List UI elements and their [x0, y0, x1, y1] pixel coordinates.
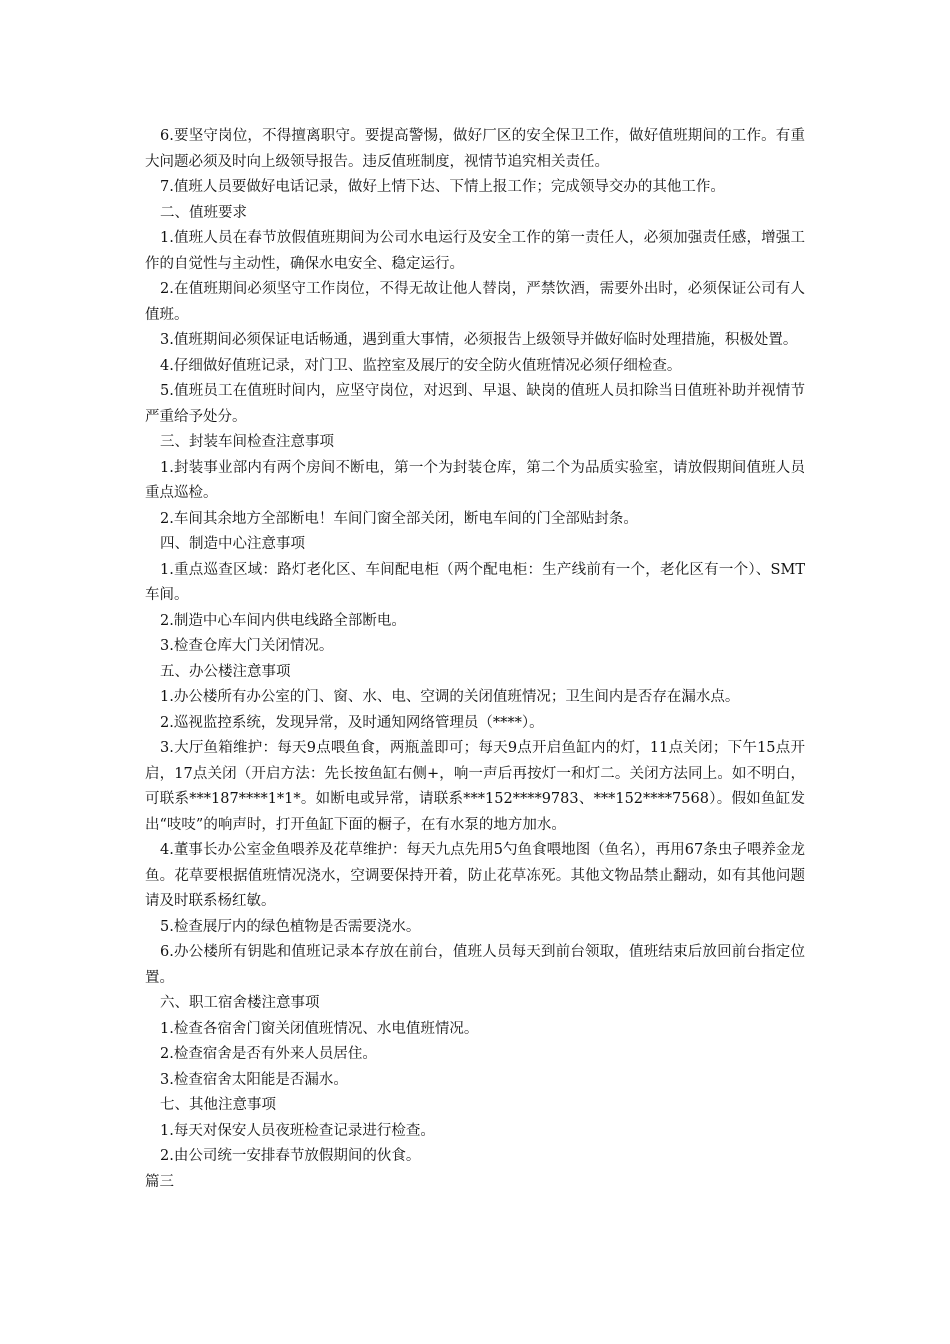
paragraph: 5.值班员工在值班时间内，应坚守岗位，对迟到、早退、缺岗的值班人员扣除当日值班补助并视情节严重给予处分。: [145, 383, 805, 425]
paragraph: 3.大厅鱼箱维护：每天9点喂鱼食，两瓶盖即可；每天9点开启鱼缸内的灯，11点关闭；下午15点开启，17点关闭（开启方法：先长按鱼缸右侧+，响一声后再按灯一和灯二。关闭方法同上。如不明白，可联系***187****1*1*。如断电或异常，请联系***152****9783、***152****7568）。假如鱼缸发出“吱吱”的响声时，打开鱼缸下面的橱子，在有水泵的地方加水。: [145, 740, 805, 833]
section-heading: 四、制造中心注意事项: [160, 536, 305, 552]
paragraph: 1.重点巡查区域：路灯老化区、车间配电柜（两个配电柜：生产线前有一个，老化区有一个）、SMT车间。: [145, 561, 805, 603]
section-heading: 六、职工宿舍楼注意事项: [160, 995, 320, 1011]
paragraph: 2.巡视监控系统，发现异常，及时通知网络管理员（****）。: [160, 714, 544, 731]
paragraph: 2.在值班期间必须坚守工作岗位，不得无故让他人替岗，严禁饮酒，需要外出时，必须保证公司有人值班。: [145, 281, 805, 323]
paragraph: 1.封装事业部内有两个房间不断电，第一个为封装仓库，第二个为品质实验室，请放假期间值班人员重点巡检。: [145, 459, 805, 501]
paragraph: 7.值班人员要做好电话记录，做好上情下达、下情上报工作；完成领导交办的其他工作。: [160, 179, 725, 195]
section-heading: 五、办公楼注意事项: [160, 663, 291, 680]
paragraph: 1.每天对保安人员夜班检查记录进行检查。: [160, 1122, 435, 1139]
paragraph: 5.检查展厅内的绿色植物是否需要浇水。: [160, 918, 421, 935]
paragraph: 1.办公楼所有办公室的门、窗、水、电、空调的关闭值班情况；卫生间内是否存在漏水点。: [160, 689, 740, 705]
paragraph: 2.检查宿舍是否有外来人员居住。: [160, 1046, 377, 1062]
document-body: [145, 124, 805, 1195]
paragraph: 4.董事长办公室金鱼喂养及花草维护：每天九点先用5勺鱼食喂地图（鱼名），再用67条虫子喂养金龙鱼。花草要根据值班情况浇水，空调要保持开着，防止花草冻死。其他文物品禁止翻动，如有其他问题请及时联系杨红敏。: [145, 842, 805, 909]
paragraph: 4.仔细做好值班记录，对门卫、监控室及展厅的安全防火值班情况必须仔细检查。: [160, 357, 682, 374]
paragraph: 1.值班人员在春节放假值班期间为公司水电运行及安全工作的第一责任人，必须加强责任感，增强工作的自觉性与主动性，确保水电安全、稳定运行。: [145, 230, 805, 272]
paragraph: 6.办公楼所有钥匙和值班记录本存放在前台，值班人员每天到前台领取，值班结束后放回前台指定位置。: [145, 944, 805, 986]
paragraph: 6.要坚守岗位，不得擅离职守。要提高警惕，做好厂区的安全保卫工作，做好值班期间的工作。有重大问题必须及时向上级领导报告。违反值班制度，视情节追究相关责任。: [145, 128, 805, 170]
paragraph: 2.由公司统一安排春节放假期间的伙食。: [160, 1148, 421, 1164]
paragraph: 3.检查宿舍太阳能是否漏水。: [160, 1071, 348, 1088]
paragraph: 3.检查仓库大门关闭情况。: [160, 638, 334, 654]
paragraph: 2.制造中心车间内供电线路全部断电。: [160, 612, 406, 629]
paragraph: 3.值班期间必须保证电话畅通，遇到重大事情，必须报告上级领导并做好临时处理措施，积极处置。: [160, 332, 798, 348]
paragraph: 2.车间其余地方全部断电！车间门窗全部关闭，断电车间的门全部贴封条。: [160, 510, 638, 527]
next-part-label: 篇三: [145, 1173, 174, 1190]
paragraph: 1.检查各宿舍门窗关闭值班情况、水电值班情况。: [160, 1020, 479, 1037]
section-heading: 七、其他注意事项: [160, 1097, 276, 1113]
section-heading: 三、封装车间检查注意事项: [160, 434, 334, 450]
section-heading: 二、值班要求: [160, 204, 247, 221]
